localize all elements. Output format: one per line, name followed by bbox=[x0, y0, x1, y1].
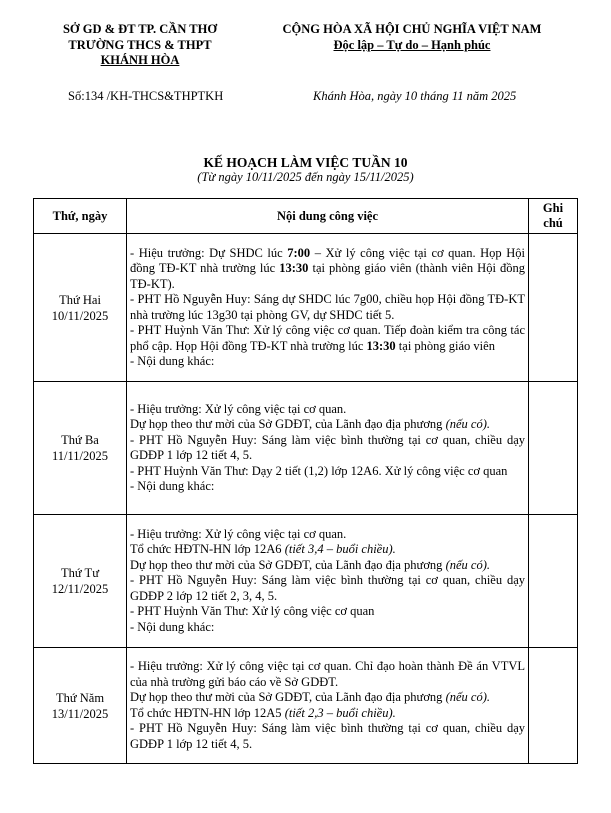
col-header-content: Nội dung công việc bbox=[127, 199, 529, 234]
task-line: - Hiệu trưởng: Xử lý công việc tại cơ quan. Chỉ đạo hoàn thành Đề án VTVL của nhà trường gửi báo cáo về Sở GDĐT. bbox=[130, 659, 525, 689]
date: 12/11/2025 bbox=[51, 582, 109, 596]
org-department: SỞ GD & ĐT TP. CẦN THƠ bbox=[62, 22, 218, 36]
table-row bbox=[34, 648, 578, 764]
place-date: Khánh Hòa, ngày 10 tháng 11 năm 2025 bbox=[313, 89, 517, 103]
task-line: Tổ chức HĐTN-HN lớp 12A5 (tiết 2,3 – buổi chiều). bbox=[130, 705, 396, 720]
org-school-name: KHÁNH HÒA bbox=[100, 53, 180, 67]
document-title: KẾ HOẠCH LÀM VIỆC TUẦN 10 bbox=[203, 155, 408, 170]
ref-prefix: Số: bbox=[68, 89, 85, 103]
date: 13/11/2025 bbox=[51, 706, 109, 721]
task-line: - Nội dung khác: bbox=[130, 354, 215, 368]
day-cell bbox=[34, 515, 127, 648]
task-line: - Hiệu trưởng: Xử lý công việc tại cơ quan. bbox=[130, 526, 347, 541]
task-line: Dự họp theo thư mời của Sở GDĐT, của Lãnh đạo địa phương (nếu có). bbox=[130, 417, 490, 431]
table-row bbox=[34, 234, 578, 382]
task-line: - PHT Huỳnh Văn Thư: Xử lý công việc cơ quan bbox=[130, 604, 375, 619]
ref-suffix: /KH-THCS&THPTKH bbox=[106, 89, 224, 103]
date: 10/11/2025 bbox=[51, 308, 109, 323]
note-cell bbox=[529, 382, 578, 515]
col-header-day: Thứ, ngày bbox=[34, 199, 127, 234]
col-header-note bbox=[529, 199, 578, 234]
note-header-2: chú bbox=[543, 216, 563, 230]
task-line: - PHT Hồ Nguyễn Huy: Sáng làm việc bình thường tại cơ quan, chiều dạy GDĐP 1 lớp 12 tiết 4, 5. bbox=[130, 432, 525, 462]
weekday: Thứ Tư bbox=[61, 566, 99, 580]
day-cell bbox=[34, 234, 127, 382]
note-cell bbox=[529, 515, 578, 648]
nation-name: CỘNG HÒA XÃ HỘI CHỦ NGHĨA VIỆT NAM bbox=[282, 22, 542, 36]
issuing-organization bbox=[50, 22, 230, 69]
day-cell bbox=[34, 382, 127, 515]
document-number bbox=[68, 89, 223, 104]
table-row bbox=[34, 515, 578, 648]
content-cell bbox=[127, 382, 529, 515]
task-line: Dự họp theo thư mời của Sở GDĐT, của Lãnh đạo địa phương (nếu có). bbox=[130, 557, 490, 572]
org-school: TRƯỜNG THCS & THPT bbox=[68, 37, 212, 52]
ref-number: 134 bbox=[84, 89, 104, 103]
document-subtitle: (Từ ngày 10/11/2025 đến ngày 15/11/2025) bbox=[197, 170, 414, 184]
content-cell bbox=[127, 648, 529, 764]
weekday: Thứ Năm bbox=[55, 690, 105, 705]
task-line: Tổ chức HĐTN-HN lớp 12A6 (tiết 3,4 – buổi chiều). bbox=[130, 542, 396, 557]
note-header-1: Ghi bbox=[542, 201, 564, 215]
table-row bbox=[34, 382, 578, 515]
task-line: - Nội dung khác: bbox=[130, 619, 215, 634]
note-cell bbox=[529, 648, 578, 764]
task-line: - PHT Huỳnh Văn Thư: Xử lý công việc cơ quan. Tiếp đoàn kiểm tra công tác phổ cập. Họp Hội đồng TĐ-KT nhà trường lúc 13:30 tại phòng giáo viên bbox=[130, 323, 525, 353]
date: 11/11/2025 bbox=[51, 449, 109, 463]
content-cell bbox=[127, 515, 529, 648]
task-line: - PHT Hồ Nguyễn Huy: Sáng làm việc bình thường tại cơ quan, chiều dạy GDĐP 1 lớp 12 tiết 4, 5. bbox=[130, 721, 525, 751]
table-header-row bbox=[34, 199, 578, 234]
weekday: Thứ Ba bbox=[61, 433, 99, 447]
weekday: Thứ Hai bbox=[59, 292, 101, 307]
task-line: - PHT Hồ Nguyễn Huy: Sáng làm việc bình thường tại cơ quan, chiều dạy GDĐP 2 lớp 12 tiết 2, 3, 4, 5. bbox=[130, 573, 525, 603]
task-line: - Hiệu trưởng: Xử lý công việc tại cơ quan. bbox=[130, 401, 347, 416]
task-line: Dự họp theo thư mời của Sở GDĐT, của Lãnh đạo địa phương (nếu có). bbox=[130, 690, 490, 704]
national-header bbox=[243, 22, 581, 53]
content-cell bbox=[127, 234, 529, 382]
task-line: - Hiệu trưởng: Dự SHDC lúc 7:00 – Xử lý công việc tại cơ quan. Họp Hội đồng TĐ-KT nhà trường lúc 13:30 tại phòng giáo viên (thành viên Hội đồng TĐ-KT). bbox=[130, 245, 525, 291]
motto: Độc lập – Tự do – Hạnh phúc bbox=[333, 37, 491, 52]
day-cell bbox=[34, 648, 127, 764]
task-line: - PHT Hồ Nguyễn Huy: Sáng dự SHDC lúc 7g00, chiều họp Hội đồng TĐ-KT nhà trường lúc 13g30 tại phòng GV, dự SHDC tiết 5. bbox=[130, 292, 525, 322]
work-plan-table bbox=[33, 198, 578, 764]
note-cell bbox=[529, 234, 578, 382]
task-line: - Nội dung khác: bbox=[130, 479, 215, 493]
task-line: - PHT Huỳnh Văn Thư: Dạy 2 tiết (1,2) lớp 12A6. Xử lý công việc cơ quan bbox=[130, 463, 508, 478]
